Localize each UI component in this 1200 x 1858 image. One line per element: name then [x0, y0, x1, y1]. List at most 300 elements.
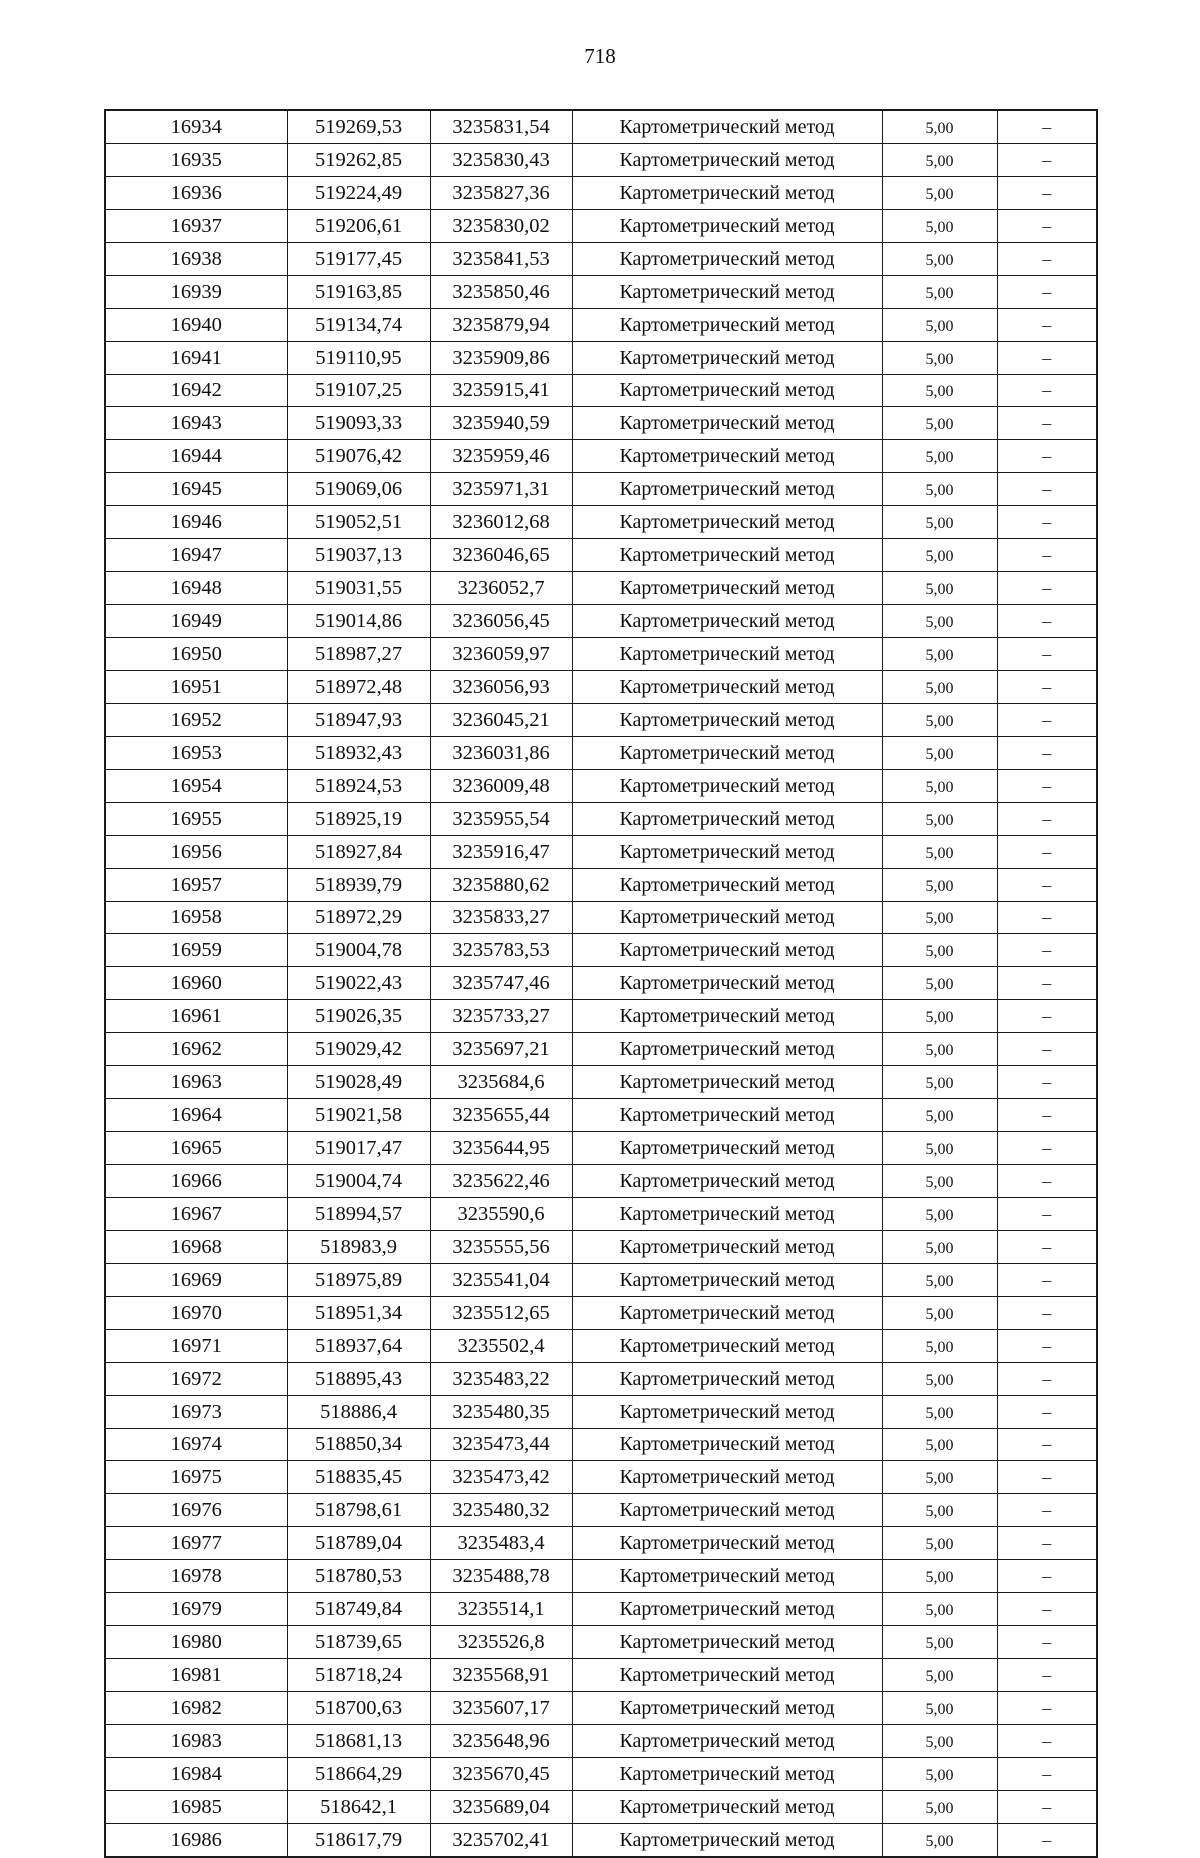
method-cell: Картометрический метод [572, 1132, 882, 1165]
y-coordinate-cell: 3235783,53 [430, 934, 572, 967]
table-row [105, 209, 1097, 242]
table-row [105, 868, 1097, 901]
description-cell: – [997, 638, 1097, 671]
description-cell: – [997, 572, 1097, 605]
x-coordinate-cell: 519107,25 [287, 374, 430, 407]
description-cell: – [997, 835, 1097, 868]
x-coordinate-cell: 519093,33 [287, 407, 430, 440]
point-number-cell: 16974 [105, 1428, 287, 1461]
x-coordinate-cell: 518681,13 [287, 1724, 430, 1757]
y-coordinate-cell: 3235512,65 [430, 1296, 572, 1329]
x-coordinate-cell: 519004,74 [287, 1165, 430, 1198]
table-row [105, 1230, 1097, 1263]
x-coordinate-cell: 518947,93 [287, 703, 430, 736]
accuracy-cell: 5,00 [882, 670, 997, 703]
point-number-cell: 16946 [105, 506, 287, 539]
point-number-cell: 16970 [105, 1296, 287, 1329]
y-coordinate-cell: 3235541,04 [430, 1263, 572, 1296]
point-number-cell: 16973 [105, 1395, 287, 1428]
table-row [105, 967, 1097, 1000]
table-row [105, 1724, 1097, 1757]
method-cell: Картометрический метод [572, 1395, 882, 1428]
description-cell: – [997, 440, 1097, 473]
method-cell: Картометрический метод [572, 1626, 882, 1659]
method-cell: Картометрический метод [572, 1790, 882, 1823]
description-cell: – [997, 143, 1097, 176]
accuracy-cell: 5,00 [882, 1626, 997, 1659]
method-cell: Картометрический метод [572, 1165, 882, 1198]
x-coordinate-cell: 518739,65 [287, 1626, 430, 1659]
y-coordinate-cell: 3235733,27 [430, 1000, 572, 1033]
description-cell: – [997, 1494, 1097, 1527]
table-row [105, 1823, 1097, 1856]
x-coordinate-cell: 519224,49 [287, 176, 430, 209]
table-row [105, 1165, 1097, 1198]
table-row [105, 1395, 1097, 1428]
accuracy-cell: 5,00 [882, 1724, 997, 1757]
y-coordinate-cell: 3236056,93 [430, 670, 572, 703]
y-coordinate-cell: 3235747,46 [430, 967, 572, 1000]
accuracy-cell: 5,00 [882, 769, 997, 802]
accuracy-cell: 5,00 [882, 110, 997, 143]
accuracy-cell: 5,00 [882, 1099, 997, 1132]
x-coordinate-cell: 518994,57 [287, 1197, 430, 1230]
method-cell: Картометрический метод [572, 901, 882, 934]
x-coordinate-cell: 518789,04 [287, 1527, 430, 1560]
point-number-cell: 16980 [105, 1626, 287, 1659]
point-number-cell: 16981 [105, 1659, 287, 1692]
point-number-cell: 16965 [105, 1132, 287, 1165]
y-coordinate-cell: 3235568,91 [430, 1659, 572, 1692]
point-number-cell: 16963 [105, 1066, 287, 1099]
accuracy-cell: 5,00 [882, 1461, 997, 1494]
accuracy-cell: 5,00 [882, 1823, 997, 1856]
method-cell: Картометрический метод [572, 1494, 882, 1527]
x-coordinate-cell: 519031,55 [287, 572, 430, 605]
point-number-cell: 16975 [105, 1461, 287, 1494]
table-row [105, 473, 1097, 506]
table-row [105, 1757, 1097, 1790]
x-coordinate-cell: 518780,53 [287, 1560, 430, 1593]
x-coordinate-cell: 518886,4 [287, 1395, 430, 1428]
x-coordinate-cell: 518939,79 [287, 868, 430, 901]
accuracy-cell: 5,00 [882, 1527, 997, 1560]
accuracy-cell: 5,00 [882, 1593, 997, 1626]
y-coordinate-cell: 3235655,44 [430, 1099, 572, 1132]
table-row [105, 1066, 1097, 1099]
description-cell: – [997, 1560, 1097, 1593]
method-cell: Картометрический метод [572, 308, 882, 341]
y-coordinate-cell: 3235670,45 [430, 1757, 572, 1790]
point-number-cell: 16942 [105, 374, 287, 407]
table-row [105, 407, 1097, 440]
point-number-cell: 16940 [105, 308, 287, 341]
method-cell: Картометрический метод [572, 110, 882, 143]
accuracy-cell: 5,00 [882, 1790, 997, 1823]
table-row [105, 802, 1097, 835]
point-number-cell: 16941 [105, 341, 287, 374]
method-cell: Картометрический метод [572, 143, 882, 176]
point-number-cell: 16961 [105, 1000, 287, 1033]
accuracy-cell: 5,00 [882, 1132, 997, 1165]
description-cell: – [997, 1230, 1097, 1263]
description-cell: – [997, 1296, 1097, 1329]
method-cell: Картометрический метод [572, 1461, 882, 1494]
coordinates-table-body [105, 110, 1097, 1857]
y-coordinate-cell: 3235702,41 [430, 1823, 572, 1856]
description-cell: – [997, 242, 1097, 275]
y-coordinate-cell: 3236059,97 [430, 638, 572, 671]
point-number-cell: 16957 [105, 868, 287, 901]
table-row [105, 1692, 1097, 1725]
y-coordinate-cell: 3236056,45 [430, 605, 572, 638]
accuracy-cell: 5,00 [882, 1659, 997, 1692]
description-cell: – [997, 1527, 1097, 1560]
method-cell: Картометрический метод [572, 1724, 882, 1757]
method-cell: Картометрический метод [572, 473, 882, 506]
method-cell: Картометрический метод [572, 1197, 882, 1230]
method-cell: Картометрический метод [572, 736, 882, 769]
method-cell: Картометрический метод [572, 1593, 882, 1626]
description-cell: – [997, 539, 1097, 572]
y-coordinate-cell: 3235850,46 [430, 275, 572, 308]
description-cell: – [997, 1329, 1097, 1362]
point-number-cell: 16976 [105, 1494, 287, 1527]
y-coordinate-cell: 3235880,62 [430, 868, 572, 901]
table-row [105, 242, 1097, 275]
accuracy-cell: 5,00 [882, 703, 997, 736]
description-cell: – [997, 1757, 1097, 1790]
y-coordinate-cell: 3235689,04 [430, 1790, 572, 1823]
point-number-cell: 16934 [105, 110, 287, 143]
description-cell: – [997, 802, 1097, 835]
table-row [105, 506, 1097, 539]
x-coordinate-cell: 519022,43 [287, 967, 430, 1000]
point-number-cell: 16967 [105, 1197, 287, 1230]
y-coordinate-cell: 3235830,02 [430, 209, 572, 242]
method-cell: Картометрический метод [572, 1757, 882, 1790]
accuracy-cell: 5,00 [882, 1066, 997, 1099]
point-number-cell: 16972 [105, 1362, 287, 1395]
y-coordinate-cell: 3235480,35 [430, 1395, 572, 1428]
description-cell: – [997, 901, 1097, 934]
method-cell: Картометрический метод [572, 1296, 882, 1329]
method-cell: Картометрический метод [572, 1560, 882, 1593]
table-row [105, 341, 1097, 374]
accuracy-cell: 5,00 [882, 242, 997, 275]
table-row [105, 110, 1097, 143]
description-cell: – [997, 736, 1097, 769]
description-cell: – [997, 1099, 1097, 1132]
x-coordinate-cell: 518700,63 [287, 1692, 430, 1725]
y-coordinate-cell: 3235827,36 [430, 176, 572, 209]
description-cell: – [997, 1461, 1097, 1494]
method-cell: Картометрический метод [572, 1230, 882, 1263]
method-cell: Картометрический метод [572, 670, 882, 703]
point-number-cell: 16953 [105, 736, 287, 769]
x-coordinate-cell: 519014,86 [287, 605, 430, 638]
x-coordinate-cell: 518937,64 [287, 1329, 430, 1362]
accuracy-cell: 5,00 [882, 1033, 997, 1066]
point-number-cell: 16950 [105, 638, 287, 671]
x-coordinate-cell: 518987,27 [287, 638, 430, 671]
description-cell: – [997, 1263, 1097, 1296]
y-coordinate-cell: 3235648,96 [430, 1724, 572, 1757]
x-coordinate-cell: 519177,45 [287, 242, 430, 275]
x-coordinate-cell: 518835,45 [287, 1461, 430, 1494]
accuracy-cell: 5,00 [882, 176, 997, 209]
x-coordinate-cell: 519134,74 [287, 308, 430, 341]
point-number-cell: 16984 [105, 1757, 287, 1790]
description-cell: – [997, 1066, 1097, 1099]
y-coordinate-cell: 3235483,4 [430, 1527, 572, 1560]
y-coordinate-cell: 3235473,42 [430, 1461, 572, 1494]
table-row [105, 1033, 1097, 1066]
point-number-cell: 16969 [105, 1263, 287, 1296]
table-row [105, 1527, 1097, 1560]
x-coordinate-cell: 519069,06 [287, 473, 430, 506]
x-coordinate-cell: 519206,61 [287, 209, 430, 242]
accuracy-cell: 5,00 [882, 835, 997, 868]
description-cell: – [997, 769, 1097, 802]
accuracy-cell: 5,00 [882, 1692, 997, 1725]
method-cell: Картометрический метод [572, 802, 882, 835]
x-coordinate-cell: 518850,34 [287, 1428, 430, 1461]
y-coordinate-cell: 3236052,7 [430, 572, 572, 605]
x-coordinate-cell: 518951,34 [287, 1296, 430, 1329]
x-coordinate-cell: 519021,58 [287, 1099, 430, 1132]
accuracy-cell: 5,00 [882, 308, 997, 341]
y-coordinate-cell: 3236046,65 [430, 539, 572, 572]
accuracy-cell: 5,00 [882, 374, 997, 407]
y-coordinate-cell: 3235502,4 [430, 1329, 572, 1362]
table-row [105, 143, 1097, 176]
accuracy-cell: 5,00 [882, 1757, 997, 1790]
method-cell: Картометрический метод [572, 1527, 882, 1560]
accuracy-cell: 5,00 [882, 1263, 997, 1296]
point-number-cell: 16945 [105, 473, 287, 506]
accuracy-cell: 5,00 [882, 1329, 997, 1362]
description-cell: – [997, 209, 1097, 242]
method-cell: Картометрический метод [572, 374, 882, 407]
point-number-cell: 16935 [105, 143, 287, 176]
point-number-cell: 16954 [105, 769, 287, 802]
table-row [105, 769, 1097, 802]
method-cell: Картометрический метод [572, 769, 882, 802]
x-coordinate-cell: 519269,53 [287, 110, 430, 143]
method-cell: Картометрический метод [572, 1692, 882, 1725]
y-coordinate-cell: 3235830,43 [430, 143, 572, 176]
description-cell: – [997, 1692, 1097, 1725]
y-coordinate-cell: 3235473,44 [430, 1428, 572, 1461]
y-coordinate-cell: 3235590,6 [430, 1197, 572, 1230]
table-row [105, 1560, 1097, 1593]
description-cell: – [997, 670, 1097, 703]
y-coordinate-cell: 3236012,68 [430, 506, 572, 539]
method-cell: Картометрический метод [572, 1329, 882, 1362]
accuracy-cell: 5,00 [882, 1494, 997, 1527]
accuracy-cell: 5,00 [882, 1165, 997, 1198]
method-cell: Картометрический метод [572, 934, 882, 967]
accuracy-cell: 5,00 [882, 605, 997, 638]
x-coordinate-cell: 519163,85 [287, 275, 430, 308]
y-coordinate-cell: 3235514,1 [430, 1593, 572, 1626]
accuracy-cell: 5,00 [882, 473, 997, 506]
description-cell: – [997, 868, 1097, 901]
x-coordinate-cell: 519052,51 [287, 506, 430, 539]
table-row [105, 1000, 1097, 1033]
method-cell: Картометрический метод [572, 506, 882, 539]
x-coordinate-cell: 518798,61 [287, 1494, 430, 1527]
point-number-cell: 16964 [105, 1099, 287, 1132]
y-coordinate-cell: 3235480,32 [430, 1494, 572, 1527]
description-cell: – [997, 275, 1097, 308]
table-row [105, 736, 1097, 769]
y-coordinate-cell: 3235622,46 [430, 1165, 572, 1198]
table-row [105, 1494, 1097, 1527]
point-number-cell: 16937 [105, 209, 287, 242]
accuracy-cell: 5,00 [882, 572, 997, 605]
x-coordinate-cell: 518932,43 [287, 736, 430, 769]
x-coordinate-cell: 519004,78 [287, 934, 430, 967]
y-coordinate-cell: 3236031,86 [430, 736, 572, 769]
coordinates-table [104, 109, 1098, 1858]
description-cell: – [997, 176, 1097, 209]
method-cell: Картометрический метод [572, 176, 882, 209]
x-coordinate-cell: 518749,84 [287, 1593, 430, 1626]
y-coordinate-cell: 3235526,8 [430, 1626, 572, 1659]
point-number-cell: 16958 [105, 901, 287, 934]
point-number-cell: 16949 [105, 605, 287, 638]
table-row [105, 1626, 1097, 1659]
y-coordinate-cell: 3235909,86 [430, 341, 572, 374]
table-row [105, 1329, 1097, 1362]
method-cell: Картометрический метод [572, 1033, 882, 1066]
point-number-cell: 16955 [105, 802, 287, 835]
table-row [105, 440, 1097, 473]
description-cell: – [997, 506, 1097, 539]
accuracy-cell: 5,00 [882, 1197, 997, 1230]
description-cell: – [997, 703, 1097, 736]
table-row [105, 1461, 1097, 1494]
accuracy-cell: 5,00 [882, 901, 997, 934]
table-row [105, 1593, 1097, 1626]
method-cell: Картометрический метод [572, 275, 882, 308]
accuracy-cell: 5,00 [882, 934, 997, 967]
table-row [105, 572, 1097, 605]
accuracy-cell: 5,00 [882, 209, 997, 242]
description-cell: – [997, 308, 1097, 341]
method-cell: Картометрический метод [572, 1659, 882, 1692]
table-row [105, 1197, 1097, 1230]
description-cell: – [997, 110, 1097, 143]
table-row [105, 1132, 1097, 1165]
point-number-cell: 16943 [105, 407, 287, 440]
description-cell: – [997, 1428, 1097, 1461]
y-coordinate-cell: 3235841,53 [430, 242, 572, 275]
x-coordinate-cell: 518895,43 [287, 1362, 430, 1395]
method-cell: Картометрический метод [572, 638, 882, 671]
point-number-cell: 16971 [105, 1329, 287, 1362]
point-number-cell: 16979 [105, 1593, 287, 1626]
x-coordinate-cell: 518642,1 [287, 1790, 430, 1823]
method-cell: Картометрический метод [572, 967, 882, 1000]
x-coordinate-cell: 519076,42 [287, 440, 430, 473]
table-row [105, 1296, 1097, 1329]
x-coordinate-cell: 519028,49 [287, 1066, 430, 1099]
y-coordinate-cell: 3235483,22 [430, 1362, 572, 1395]
y-coordinate-cell: 3236009,48 [430, 769, 572, 802]
point-number-cell: 16982 [105, 1692, 287, 1725]
accuracy-cell: 5,00 [882, 1362, 997, 1395]
method-cell: Картометрический метод [572, 539, 882, 572]
accuracy-cell: 5,00 [882, 736, 997, 769]
table-row [105, 703, 1097, 736]
x-coordinate-cell: 519262,85 [287, 143, 430, 176]
point-number-cell: 16960 [105, 967, 287, 1000]
table-row [105, 835, 1097, 868]
description-cell: – [997, 1593, 1097, 1626]
description-cell: – [997, 1626, 1097, 1659]
method-cell: Картометрический метод [572, 1066, 882, 1099]
table-row [105, 374, 1097, 407]
description-cell: – [997, 1132, 1097, 1165]
y-coordinate-cell: 3235916,47 [430, 835, 572, 868]
table-row [105, 1428, 1097, 1461]
method-cell: Картометрический метод [572, 1000, 882, 1033]
method-cell: Картометрический метод [572, 1263, 882, 1296]
y-coordinate-cell: 3235607,17 [430, 1692, 572, 1725]
table-row [105, 539, 1097, 572]
accuracy-cell: 5,00 [882, 1000, 997, 1033]
description-cell: – [997, 374, 1097, 407]
accuracy-cell: 5,00 [882, 275, 997, 308]
x-coordinate-cell: 519026,35 [287, 1000, 430, 1033]
y-coordinate-cell: 3235940,59 [430, 407, 572, 440]
x-coordinate-cell: 519017,47 [287, 1132, 430, 1165]
table-row [105, 670, 1097, 703]
point-number-cell: 16985 [105, 1790, 287, 1823]
accuracy-cell: 5,00 [882, 1428, 997, 1461]
description-cell: – [997, 1724, 1097, 1757]
accuracy-cell: 5,00 [882, 143, 997, 176]
description-cell: – [997, 1395, 1097, 1428]
point-number-cell: 16948 [105, 572, 287, 605]
y-coordinate-cell: 3235831,54 [430, 110, 572, 143]
x-coordinate-cell: 519037,13 [287, 539, 430, 572]
y-coordinate-cell: 3235684,6 [430, 1066, 572, 1099]
description-cell: – [997, 1790, 1097, 1823]
method-cell: Картометрический метод [572, 407, 882, 440]
method-cell: Картометрический метод [572, 1362, 882, 1395]
method-cell: Картометрический метод [572, 835, 882, 868]
point-number-cell: 16978 [105, 1560, 287, 1593]
table-row [105, 1099, 1097, 1132]
point-number-cell: 16986 [105, 1823, 287, 1856]
point-number-cell: 16956 [105, 835, 287, 868]
accuracy-cell: 5,00 [882, 1560, 997, 1593]
table-row [105, 638, 1097, 671]
x-coordinate-cell: 518972,29 [287, 901, 430, 934]
description-cell: – [997, 407, 1097, 440]
method-cell: Картометрический метод [572, 703, 882, 736]
method-cell: Картометрический метод [572, 1428, 882, 1461]
x-coordinate-cell: 519029,42 [287, 1033, 430, 1066]
x-coordinate-cell: 518975,89 [287, 1263, 430, 1296]
accuracy-cell: 5,00 [882, 1296, 997, 1329]
accuracy-cell: 5,00 [882, 407, 997, 440]
description-cell: – [997, 1165, 1097, 1198]
